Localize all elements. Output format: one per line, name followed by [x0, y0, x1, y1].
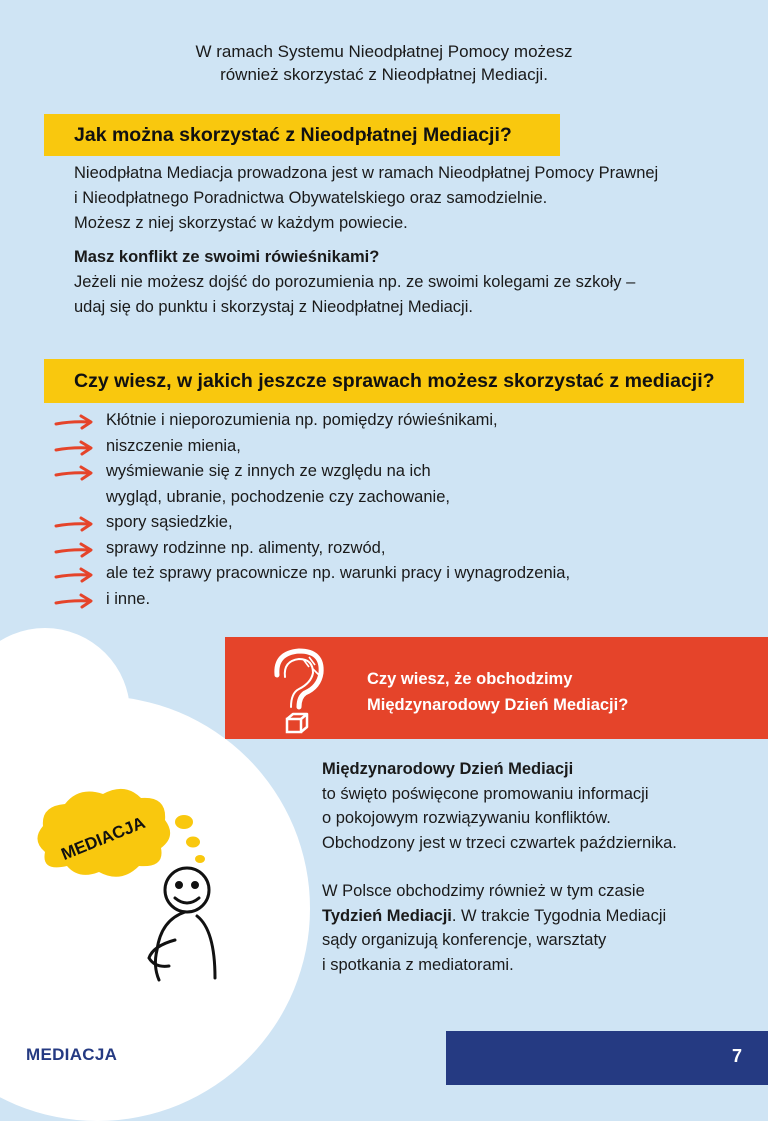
arrow-right-icon: [54, 516, 96, 532]
mediation-day-title: Międzynarodowy Dzień Mediacji: [322, 760, 574, 778]
callout-box: [225, 637, 768, 739]
subheading: Masz konflikt ze swoimi rówieśnikami?: [74, 248, 380, 266]
section-heading-other-cases: Czy wiesz, w jakich jeszcze sprawach możesz skorzystać z mediacji?: [44, 359, 744, 403]
list-item-text: Kłótnie i nieporozumienia np. pomiędzy rówieśnikami,: [106, 411, 498, 429]
text-line: sądy organizują konferencje, warsztaty: [322, 931, 607, 949]
stick-figure: [149, 868, 215, 980]
list-item: [50, 561, 650, 587]
text-line: o pokojowym rozwiązywaniu konfliktów.: [322, 809, 611, 827]
mediation-day-paragraph: [322, 757, 742, 855]
thought-cloud: [37, 789, 170, 877]
callout-line: Międzynarodowy Dzień Mediacji?: [367, 696, 629, 714]
cloud-label: MEDIACJA: [58, 813, 148, 864]
page-number: 7: [731, 1046, 742, 1066]
list-item: [50, 587, 650, 613]
list-item-text: spory sąsiedzkie,: [106, 513, 233, 531]
list-item: [50, 536, 650, 562]
section1-paragraph: [74, 161, 714, 236]
text-line: i Nieodpłatnego Poradnictwa Obywatelskiego oraz samodzielnie.: [74, 189, 548, 207]
list-item: [50, 459, 650, 510]
cases-list: [50, 408, 650, 612]
thought-bubble: [175, 815, 193, 829]
question-mark-icon: [263, 645, 335, 737]
text-fragment: . W trakcie Tygodnia Mediacji: [451, 906, 667, 925]
intro-line: W ramach Systemu Nieodpłatnej Pomocy możesz: [195, 42, 573, 61]
intro-text: [0, 40, 768, 86]
list-item: [50, 408, 650, 434]
text-line: udaj się do punktu i skorzystaj z Nieodpłatnej Mediacji.: [74, 298, 473, 316]
list-item: [50, 510, 650, 536]
thought-bubble: [195, 855, 205, 863]
text-line: i spotkania z mediatorami.: [322, 955, 514, 974]
arrow-right-icon: [54, 440, 96, 456]
text-line: W Polsce obchodzimy również w tym czasie: [322, 882, 645, 900]
mediation-week-title: Tydzień Mediacji: [322, 906, 452, 925]
arrow-right-icon: [54, 593, 96, 609]
list-item-text: niszczenie mienia,: [106, 436, 241, 455]
list-item-text: ale też sprawy pracownicze np. warunki pracy i wynagrodzenia,: [106, 564, 571, 582]
list-item-text: wyśmiewanie się z innych ze względu na ich: [106, 462, 431, 480]
list-item-text: i inne.: [106, 589, 151, 608]
intro-line: również skorzystać z Nieodpłatnej Mediacji.: [220, 65, 548, 84]
mediation-week-paragraph: [322, 879, 742, 977]
list-item-text: sprawy rodzinne np. alimenty, rozwód,: [106, 538, 386, 557]
arrow-right-icon: [54, 567, 96, 583]
callout-line: Czy wiesz, że obchodzimy: [367, 670, 573, 688]
arrow-right-icon: [54, 465, 96, 481]
list-item: [50, 434, 650, 460]
mediation-illustration: [25, 780, 230, 995]
section1-peer-conflict: [74, 245, 714, 320]
text-line: Jeżeli nie możesz dojść do porozumienia np. ze swoimi kolegami ze szkoły –: [74, 273, 636, 291]
list-item-text: wygląd, ubranie, pochodzenie czy zachowanie,: [106, 487, 450, 506]
text-line: Możesz z niej skorzystać w każdym powiecie.: [74, 214, 408, 232]
text-line: to święto poświęcone promowaniu informacji: [322, 784, 649, 803]
footer-bar: [446, 1031, 768, 1085]
thought-bubble: [186, 837, 200, 848]
text-line: Nieodpłatna Mediacja prowadzona jest w ramach Nieodpłatnej Pomocy Prawnej: [74, 164, 659, 182]
footer-title: MEDIACJA: [26, 1045, 118, 1064]
arrow-right-icon: [54, 542, 96, 558]
text-line: Obchodzony jest w trzeci czwartek października.: [322, 833, 677, 852]
section-heading-how-to-use: Jak można skorzystać z Nieodpłatnej Mediacji?: [44, 114, 560, 156]
arrow-right-icon: [54, 414, 96, 430]
